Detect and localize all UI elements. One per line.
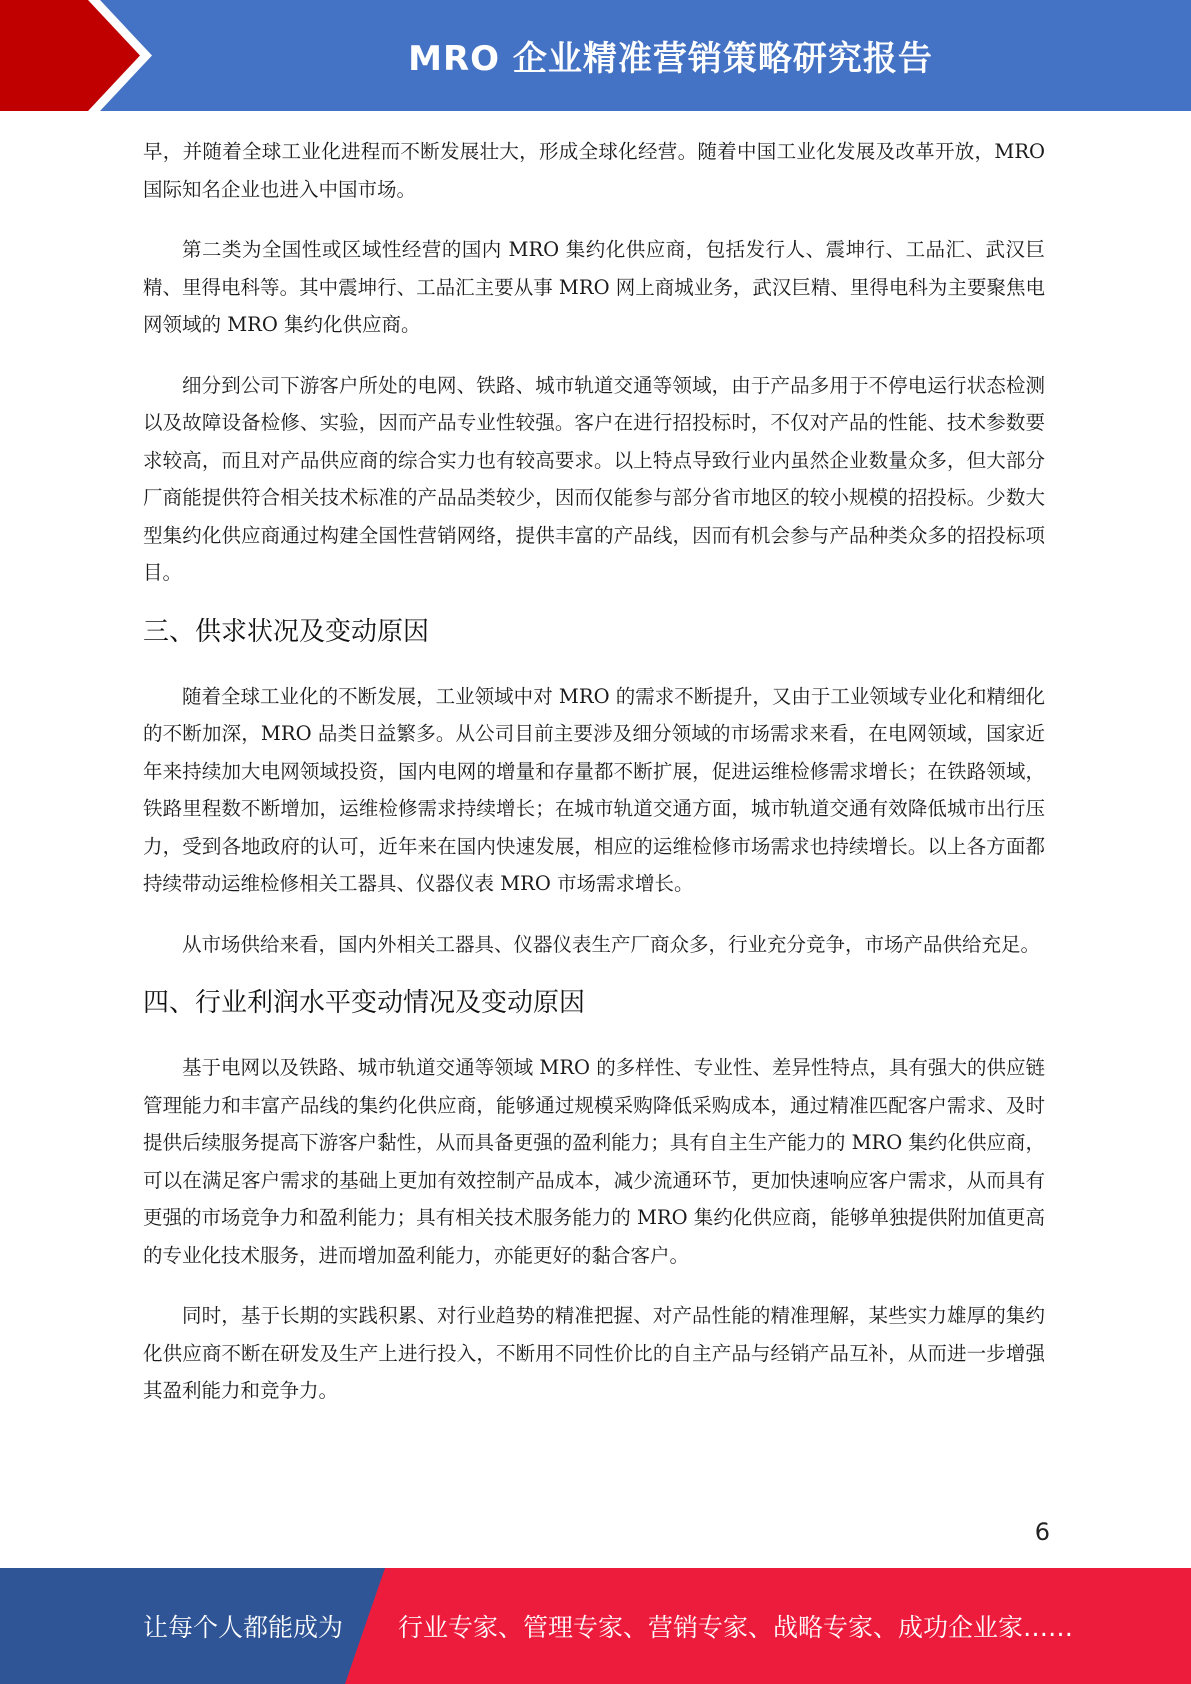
footer-slogan-right: 行业专家、管理专家、营销专家、战略专家、成功企业家…… [398,1613,1074,1642]
report-title: MRO 企业精准营销策略研究报告 [408,39,933,79]
paragraph-1: 早，并随着全球工业化进程而不断发展壮大，形成全球化经营。随着中国工业化发展及改革开放，MRO 国际知名企业也进入中国市场。 [143,140,1045,201]
paragraph-6: 基于电网以及铁路、城市轨道交通等领域 MRO 的多样性、专业性、差异性特点，具有强大的供应链管理能力和丰富产品线的集约化供应商，能够通过规模采购降低采购成本，通过精准匹配客户需求、及时提供后续服务提高下游客户黏性，从而具备更强的盈利能力；具有自主生产能力的 MRO 集约化供应商，可以在满足客户需求的基础上更加有效控制产品成本，减少流通环节，更加快速响应客户需求，从而具有更强的市场竞争力和盈利能力；具有相关技术服务能力的 MRO 集约化供应商，能够单独提供附加值更高的专业化技术服务，进而增加盈利能力，亦能更好的黏合客户。 [143,1056,1045,1267]
section-heading-4: 四、行业利润水平变动情况及变动原因 [143,988,586,1018]
section-heading-3: 三、供求状况及变动原因 [143,616,430,647]
page-footer [0,1568,1191,1684]
paragraph-2: 第二类为全国性或区域性经营的国内 MRO 集约化供应商，包括发行人、震坤行、工品汇、武汉巨精、里得电科等。其中震坤行、工品汇主要从事 MRO 网上商城业务，武汉巨精、里得电科为主要聚焦电网领域的 MRO 集约化供应商。 [143,238,1045,336]
paragraph-3: 细分到公司下游客户所处的电网、铁路、城市轨道交通等领域，由于产品多用于不停电运行状态检测以及故障设备检修、实验，因而产品专业性较强。客户在进行招投标时，不仅对产品的性能、技术参数要求较高，而且对产品供应商的综合实力也有较高要求。以上特点导致行业内虽然企业数量众多，但大部分厂商能提供符合相关技术标准的产品品类较少，因而仅能参与部分省市地区的较小规模的招投标。少数大型集约化供应商通过构建全国性营销网络，提供丰富的产品线，因而有机会参与产品种类众多的招投标项目。 [143,373,1045,584]
page-number: 6 [1034,1518,1050,1546]
document-body [143,133,1045,1410]
paragraph-7: 同时，基于长期的实践积累、对行业趋势的精准把握、对产品性能的精准理解，某些实力雄厚的集约化供应商不断在研发及生产上进行投入，不断用不同性价比的自主产品与经销产品互补，从而进一步增强其盈利能力和竞争力。 [143,1304,1045,1402]
red-chevron-logo [0,0,160,111]
paragraph-5: 从市场供给来看，国内外相关工器具、仪器仪表生产厂商众多，行业充分竞争，市场产品供给充足。 [182,932,1041,956]
paragraph-4: 随着全球工业化的不断发展，工业领域中对 MRO 的需求不断提升，又由于工业领域专业化和精细化的不断加深，MRO 品类日益繁多。从公司目前主要涉及细分领域的市场需求来看，在电网领域，国家近年来持续加大电网领域投资，国内电网的增量和存量都不断扩展，促进运维检修需求增长；在铁路领域，铁路里程数不断增加，运维检修需求持续增长；在城市轨道交通方面，城市轨道交通有效降低城市出行压力，受到各地政府的认可，近年来在国内快速发展，相应的运维检修市场需求也持续增长。以上各方面都持续带动运维检修相关工器具、仪器仪表 MRO 市场需求增长。 [143,684,1045,895]
page-header [0,0,1191,111]
footer-slogan-left: 让每个人都能成为 [143,1613,344,1642]
